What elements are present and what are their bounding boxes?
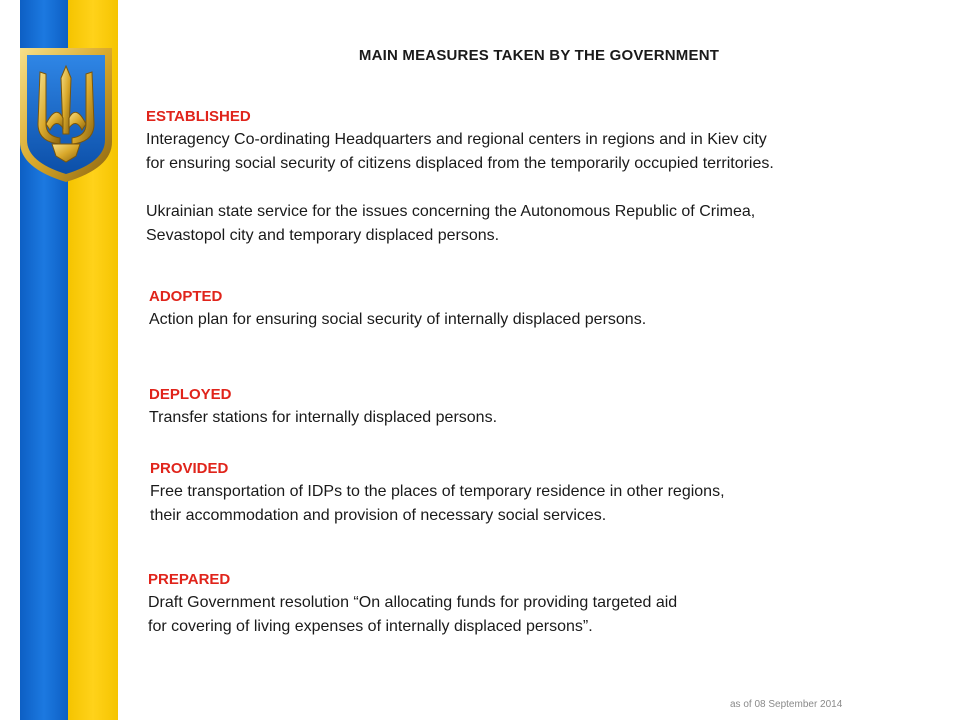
section-heading-adopted: ADOPTED: [149, 288, 223, 305]
section-text-line: their accommodation and provision of necessary social services.: [150, 507, 607, 524]
section-provided: [150, 458, 725, 528]
section-heading-provided: PROVIDED: [150, 460, 229, 477]
section-text-line: for ensuring social security of citizens displaced from the temporarily occupied territories.: [146, 155, 774, 172]
date-footer: as of 08 September 2014: [730, 699, 843, 710]
section-adopted: [149, 286, 646, 332]
section-text-line: Interagency Co-ordinating Headquarters and regional centers in regions and in Kiev city: [146, 131, 767, 148]
section-text-line: for covering of living expenses of internally displaced persons”.: [148, 618, 593, 635]
section-heading-established: ESTABLISHED: [146, 108, 251, 125]
section-prepared: [148, 569, 677, 639]
section-established: [146, 106, 774, 248]
section-text-line: Sevastopol city and temporary displaced persons.: [146, 227, 500, 244]
section-heading-prepared: PREPARED: [148, 571, 231, 588]
section-text-line: Free transportation of IDPs to the places of temporary residence in other regions,: [150, 483, 725, 500]
section-text-line: Action plan for ensuring social security of internally displaced persons.: [149, 311, 647, 328]
section-heading-deployed: DEPLOYED: [149, 386, 232, 403]
section-deployed: [149, 384, 497, 430]
section-text-line: Transfer stations for internally displaced persons.: [149, 409, 498, 426]
section-text-line: Ukrainian state service for the issues concerning the Autonomous Republic of Crimea,: [146, 203, 756, 220]
page-title: MAIN MEASURES TAKEN BY THE GOVERNMENT: [358, 47, 720, 64]
section-text-line: Draft Government resolution “On allocating funds for providing targeted aid: [148, 594, 678, 611]
trident-coat-of-arms-icon: [16, 44, 116, 186]
